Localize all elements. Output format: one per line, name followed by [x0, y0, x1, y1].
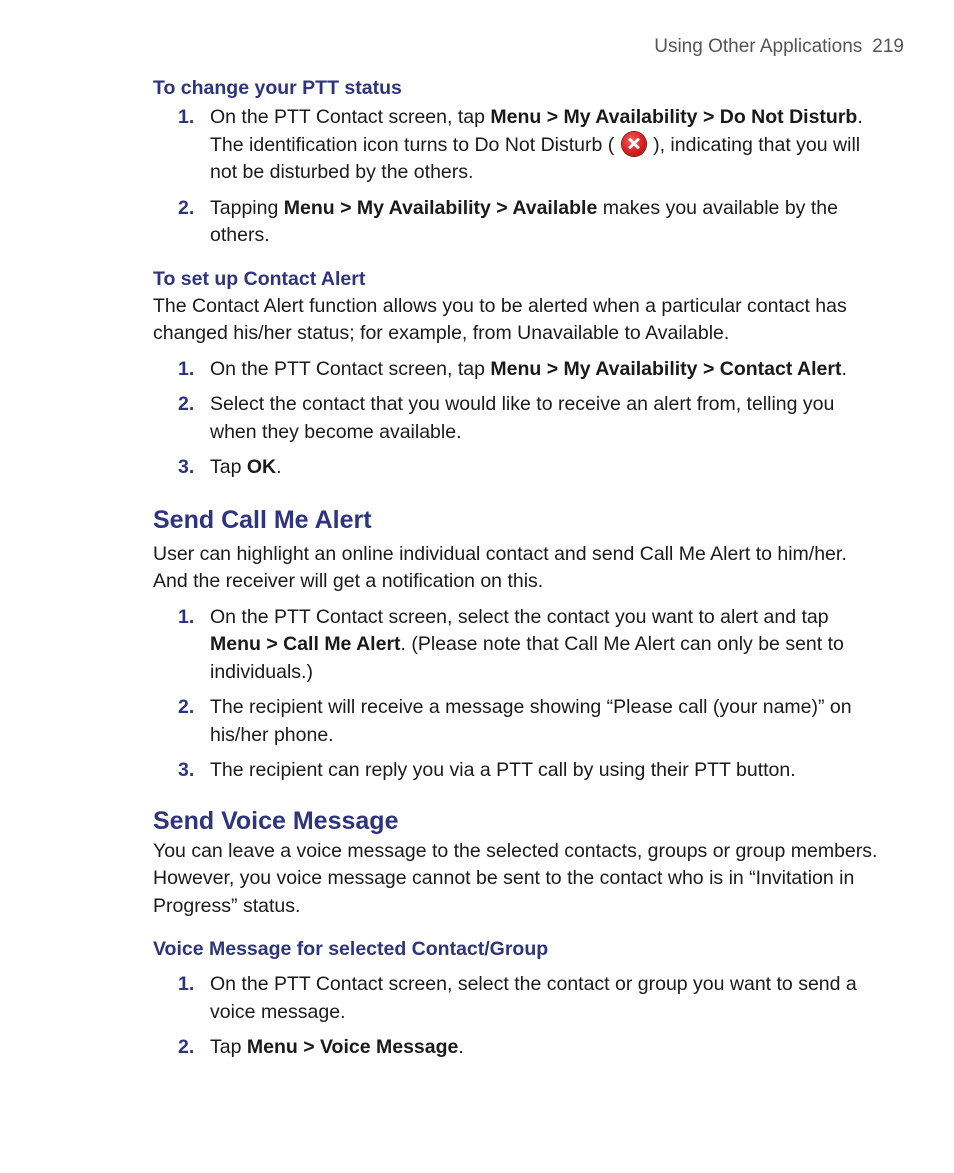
list-item	[153, 391, 878, 446]
section-heading-call-me-alert: Send Call Me Alert	[153, 505, 372, 534]
step-bold-text: Menu > My Availability > Do Not Disturb	[490, 106, 858, 128]
step-number: 2.	[178, 1036, 195, 1058]
step-number: 3.	[178, 456, 195, 478]
step-text: .	[841, 357, 847, 380]
step-bold-text: Menu > Voice Message	[246, 1036, 459, 1058]
step-text: . (Please note that Call Me Alert can only be sent to individuals.)	[210, 633, 844, 683]
step-number: 1.	[178, 106, 195, 128]
step-text: Select the contact that you would like to receive an alert from, telling you when they become available.	[210, 393, 835, 443]
list-item	[153, 1034, 878, 1062]
step-number: 2.	[178, 196, 195, 219]
ptt-status-steps	[153, 104, 878, 250]
list-item	[153, 104, 878, 187]
step-bold-text: OK	[246, 456, 277, 478]
step-bold-text: Menu > My Availability > Contact Alert	[490, 357, 842, 380]
voice-message-steps	[153, 971, 878, 1062]
step-bold-text: Menu > My Availability > Available	[283, 196, 598, 219]
step-text: On the PTT Contact screen, select the contact you want to alert and tap	[210, 605, 829, 628]
list-item	[153, 356, 878, 384]
subheading-voice-message-contact-group: Voice Message for selected Contact/Group	[153, 938, 549, 960]
step-number: 1.	[178, 605, 195, 628]
step-text: .	[458, 1036, 464, 1058]
step-text: Tap	[210, 456, 247, 478]
step-number: 3.	[178, 759, 195, 781]
step-text: On the PTT Contact screen, tap	[210, 357, 491, 380]
step-text: .	[276, 456, 282, 478]
step-text: . The identification icon turns to Do Not Disturb (	[210, 106, 863, 156]
list-item	[153, 195, 878, 250]
step-text: Tap	[210, 1036, 247, 1058]
page-header	[654, 36, 904, 58]
list-item	[153, 454, 878, 482]
running-header-title: Using Other Applications	[654, 36, 863, 57]
step-number: 1.	[178, 357, 195, 380]
list-item	[153, 757, 878, 785]
page-number: 219	[872, 36, 904, 57]
page-content	[153, 74, 878, 1062]
do-not-disturb-icon	[622, 132, 646, 156]
step-text: On the PTT Contact screen, select the contact or group you want to send a voice message.	[210, 973, 857, 1023]
list-item	[153, 604, 878, 687]
voice-message-intro: You can leave a voice message to the selected contacts, groups or group members. However, you voice message cannot be sent to the contact who is in “Invitation in Progress” status.	[153, 839, 878, 917]
list-item	[153, 694, 878, 749]
list-item	[153, 971, 878, 1026]
step-bold-text: Menu > Call Me Alert	[210, 633, 401, 655]
subheading-ptt-status: To change your PTT status	[153, 77, 402, 99]
step-number: 2.	[178, 393, 195, 415]
contact-alert-steps	[153, 356, 878, 482]
subheading-contact-alert: To set up Contact Alert	[153, 267, 366, 290]
contact-alert-intro: The Contact Alert function allows you to be alerted when a particular contact has changed his/her status; for example, from Unavailable to Available.	[153, 294, 847, 344]
call-me-alert-steps	[153, 604, 878, 785]
step-number: 2.	[178, 696, 195, 718]
step-text: On the PTT Contact screen, tap	[210, 106, 491, 128]
step-text: Tapping	[210, 196, 284, 219]
step-text: ), indicating that you will not be disturbed by the others.	[210, 133, 861, 183]
step-text: The recipient can reply you via a PTT call by using their PTT button.	[210, 759, 796, 781]
step-text: The recipient will receive a message showing “Please call (your name)” on his/her phone.	[210, 696, 852, 746]
step-text: makes you available by the others.	[210, 196, 838, 246]
call-me-alert-intro: User can highlight an online individual contact and send Call Me Alert to him/her. And the receiver will get a notification on this.	[153, 542, 847, 592]
section-heading-voice-message: Send Voice Message	[153, 806, 399, 835]
step-number: 1.	[178, 973, 195, 995]
